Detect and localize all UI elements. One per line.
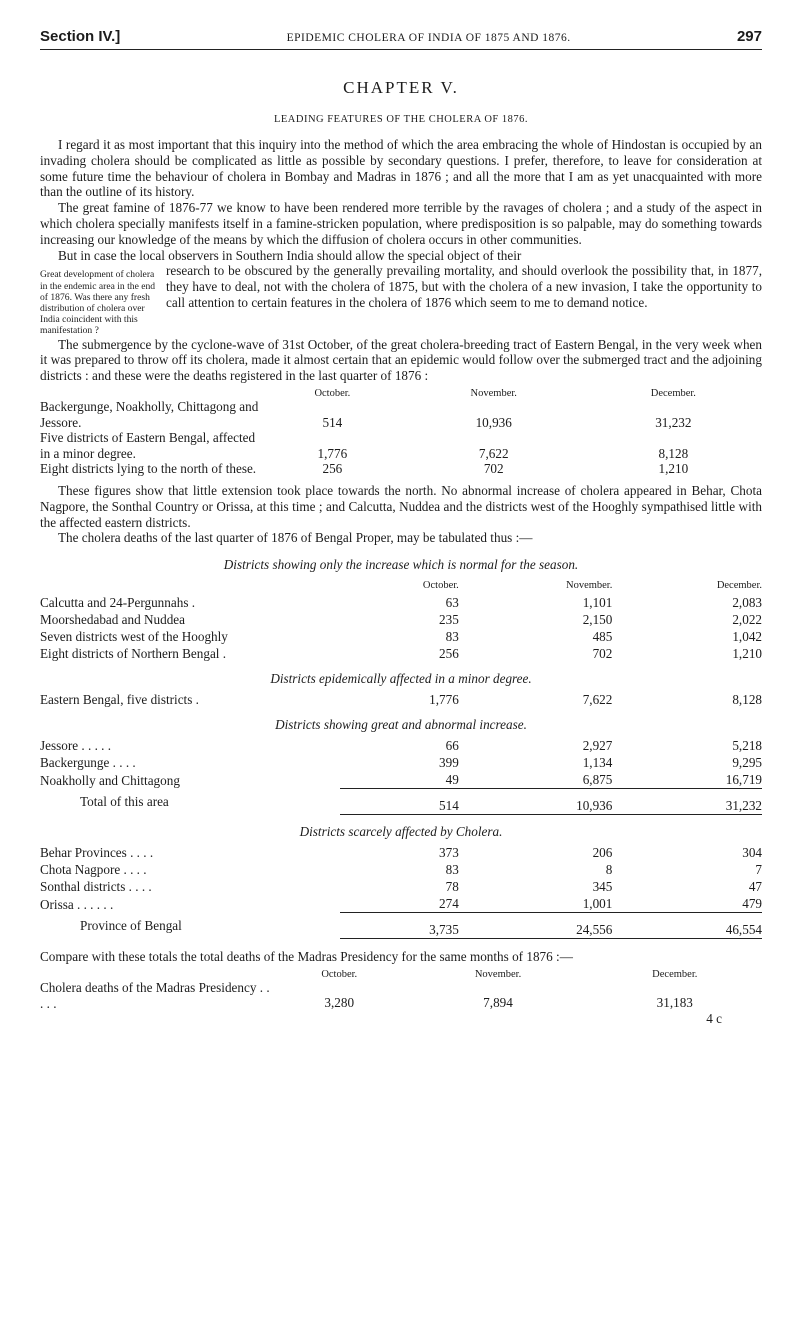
cell-december: 46,554 bbox=[612, 913, 762, 939]
table-row bbox=[40, 754, 762, 771]
table-row bbox=[40, 399, 762, 430]
table-row bbox=[40, 861, 762, 878]
row-label: Eight districts of Northern Bengal . bbox=[40, 646, 227, 662]
cell-december: 31,183 bbox=[656, 995, 693, 1011]
cell-december: 16,719 bbox=[612, 771, 762, 789]
column-november: November. bbox=[474, 968, 522, 980]
cholera-deaths-table-1 bbox=[40, 388, 762, 477]
cell-october: 399 bbox=[439, 755, 459, 771]
cell-november: 345 bbox=[592, 879, 613, 895]
row-label: Province of Bengal bbox=[80, 917, 182, 933]
cell-december: 31,232 bbox=[612, 789, 762, 815]
table-row bbox=[40, 895, 762, 913]
total-row-province bbox=[40, 913, 762, 939]
paragraph-figures: These figures show that little extension took place towards the north. No abnormal increase of cholera appeared in Behar, Chota Nagpore, the Sonthal Country or Orissa, at this time ; and Calcutta, Nuddea and the districts west of the Hooghly sympathised little with the affected eastern districts. bbox=[40, 482, 762, 530]
cell-october: 274 bbox=[340, 895, 459, 913]
printer-signature: 4 c bbox=[706, 1011, 722, 1027]
cell-november: 7,622 bbox=[582, 692, 613, 708]
cell-october: 373 bbox=[439, 845, 459, 861]
cell-november: 10,936 bbox=[459, 789, 613, 815]
row-label: Orissa . . . . . . bbox=[40, 896, 114, 912]
column-november: November. bbox=[470, 387, 517, 399]
table-row bbox=[40, 645, 762, 662]
paragraph-research: research to be obscured by the generally prevailing mortality, and should overlook the possibility that, in 1877, they have to deal, not with the cholera of 1875, but with the cholera of a new invasion, I take the opportunity to call attention to certain features in the cholera of 1876 which seem to me to demand notice. bbox=[166, 263, 762, 310]
section-label: Section IV.] bbox=[40, 28, 121, 45]
paragraph-tabulated: The cholera deaths of the last quarter of 1876 of Bengal Proper, may be tabulated thus :— bbox=[58, 530, 533, 546]
caption-normal: Districts showing only the increase which is normal for the season. bbox=[223, 557, 579, 573]
madras-deaths-table bbox=[40, 969, 762, 1011]
cell-october: 1,776 bbox=[317, 445, 348, 461]
page bbox=[40, 28, 762, 1027]
cell-october: 256 bbox=[439, 646, 459, 662]
sidenote-block bbox=[40, 263, 762, 336]
chapter-subtitle: LEADING FEATURES OF THE CHOLERA OF 1876. bbox=[273, 114, 529, 125]
sidenote: Great development of cholera in the endemic area in the end of 1876. Was there any fresh distribution of cholera over India coincident with this manifestation ? bbox=[40, 269, 156, 337]
cell-october: 49 bbox=[340, 771, 459, 789]
table-row bbox=[40, 628, 762, 645]
row-label: Five districts of Eastern Bengal, affected in a minor degree. bbox=[40, 430, 256, 461]
table-row bbox=[40, 771, 762, 789]
cell-october: 83 bbox=[445, 862, 459, 878]
cell-december: 1,210 bbox=[732, 646, 762, 662]
cell-november: 702 bbox=[483, 461, 504, 477]
column-october: October. bbox=[422, 580, 459, 592]
cell-october: 66 bbox=[445, 738, 459, 754]
cell-december: 2,022 bbox=[732, 612, 762, 628]
cell-november: 2,150 bbox=[582, 612, 613, 628]
cell-december: 47 bbox=[748, 879, 762, 895]
cell-november: 1,101 bbox=[582, 595, 613, 611]
row-label: Jessore . . . . . bbox=[40, 738, 112, 754]
cell-november: 485 bbox=[592, 629, 613, 645]
row-label: Moorshedabad and Nuddea bbox=[40, 612, 186, 628]
bengal-deaths-table bbox=[40, 548, 762, 939]
cell-november: 6,875 bbox=[459, 771, 613, 789]
row-label: Noakholly and Chittagong bbox=[40, 772, 180, 788]
row-label: Backergunge . . . . bbox=[40, 755, 136, 771]
table-row bbox=[40, 461, 762, 477]
running-title: EPIDEMIC CHOLERA OF INDIA OF 1875 AND 1876. bbox=[286, 32, 571, 44]
row-label: Eight districts lying to the north of these. bbox=[40, 461, 257, 477]
caption-great: Districts showing great and abnormal increase. bbox=[275, 717, 527, 733]
column-october: October. bbox=[314, 387, 351, 399]
cell-december: 2,083 bbox=[732, 595, 762, 611]
column-october: October. bbox=[321, 968, 358, 980]
column-december: December. bbox=[716, 580, 762, 592]
row-label: Eastern Bengal, five districts . bbox=[40, 692, 199, 708]
total-row-area bbox=[40, 789, 762, 815]
row-label: Calcutta and 24-Pergunnahs . bbox=[40, 595, 196, 611]
cell-november: 7,622 bbox=[478, 445, 509, 461]
row-label: Seven districts west of the Hooghly bbox=[40, 629, 228, 645]
cell-december: 8,128 bbox=[732, 692, 762, 708]
cell-december: 8,128 bbox=[658, 445, 689, 461]
cell-november: 10,936 bbox=[475, 414, 512, 430]
row-label: Backergunge, Noakholly, Chittagong and Jessore. bbox=[40, 398, 259, 430]
caption-scarcely: Districts scarcely affected by Cholera. bbox=[299, 824, 503, 840]
header-rule bbox=[40, 49, 762, 50]
cell-october: 256 bbox=[322, 461, 343, 477]
cell-november: 702 bbox=[592, 646, 613, 662]
cell-october: 3,280 bbox=[324, 995, 355, 1011]
cell-october: 1,776 bbox=[429, 692, 459, 708]
table-row bbox=[40, 691, 762, 708]
page-number: 297 bbox=[736, 28, 762, 45]
cell-december: 479 bbox=[612, 895, 762, 913]
table-row bbox=[40, 430, 762, 461]
cell-october: 235 bbox=[439, 612, 459, 628]
caption-minor: Districts epidemically affected in a minor degree. bbox=[270, 671, 532, 687]
cell-december: 7 bbox=[755, 862, 762, 878]
chapter-title: CHAPTER V. bbox=[343, 78, 459, 97]
table-header-row bbox=[40, 388, 762, 399]
table-row bbox=[40, 594, 762, 611]
row-label: Chota Nagpore . . . . bbox=[40, 862, 147, 878]
column-december: December. bbox=[650, 387, 696, 399]
paragraph-famine: The great famine of 1876-77 we know to have been rendered more terrible by the ravages of cholera ; and a study of the aspect in which cholera specially manifests itself in a famine-stricken population, where predisposition is so palpable, may do something towards increasing our knowledge of the means by which the diffusion of cholera occurs in other communities. bbox=[40, 200, 762, 247]
table-header-row bbox=[40, 969, 762, 980]
paragraph-southern-india: But in case the local observers in Southern India should allow the special object of their bbox=[58, 247, 522, 263]
cell-november: 2,927 bbox=[582, 738, 613, 754]
table-row bbox=[40, 737, 762, 754]
column-december: December. bbox=[652, 968, 698, 980]
table-row bbox=[40, 844, 762, 861]
running-header bbox=[40, 28, 762, 45]
cell-november: 1,134 bbox=[582, 755, 613, 771]
cell-october: 63 bbox=[445, 595, 459, 611]
paragraph-intro: I regard it as most important that this inquiry into the method of which the area embracing the whole of Hindostan is occupied by an invading cholera should be complicated as little as possible by secondary questions. I prefer, therefore, to leave for consideration at some future time the behaviour of cholera in Bombay and Madras in 1876 ; and all the more that I am as yet unacquainted with more than the outline of its history. bbox=[40, 137, 762, 200]
row-label: Total of this area bbox=[80, 793, 169, 809]
table-row bbox=[40, 980, 762, 1011]
cell-october: 514 bbox=[340, 789, 459, 815]
cell-november: 8 bbox=[605, 862, 613, 878]
cell-december: 5,218 bbox=[732, 738, 762, 754]
table-row bbox=[40, 611, 762, 628]
cell-december: 304 bbox=[742, 845, 762, 861]
cell-october: 514 bbox=[322, 414, 343, 430]
paragraph-submergence: The submergence by the cyclone-wave of 31st October, of the great cholera-breeding tract of Eastern Bengal, in the very week when it was prepared to throw off its cholera, made it almost certain that an epidemic would follow over the submerged tract and the adjoining districts : and these were the deaths registered in the last quarter of 1876 : bbox=[40, 336, 762, 384]
cell-november: 206 bbox=[592, 845, 613, 861]
row-label: Behar Provinces . . . . bbox=[40, 845, 154, 861]
cell-november: 24,556 bbox=[459, 913, 613, 939]
row-label: Cholera deaths of the Madras Presidency . . . . . bbox=[40, 979, 270, 1011]
cell-december: 1,210 bbox=[658, 461, 689, 477]
cell-october: 3,735 bbox=[340, 913, 459, 939]
cell-november: 7,894 bbox=[483, 995, 513, 1011]
cell-december: 31,232 bbox=[655, 414, 692, 430]
cell-december: 9,295 bbox=[732, 755, 762, 771]
cell-december: 1,042 bbox=[732, 629, 762, 645]
cell-october: 83 bbox=[445, 629, 459, 645]
cell-october: 78 bbox=[445, 879, 459, 895]
column-november: November. bbox=[565, 580, 613, 592]
paragraph-compare: Compare with these totals the total deaths of the Madras Presidency for the same months of 1876 :— bbox=[40, 949, 573, 965]
table-row bbox=[40, 878, 762, 895]
table-header-row bbox=[40, 577, 762, 594]
row-label: Sonthal districts . . . . bbox=[40, 879, 152, 895]
cell-november: 1,001 bbox=[459, 895, 613, 913]
